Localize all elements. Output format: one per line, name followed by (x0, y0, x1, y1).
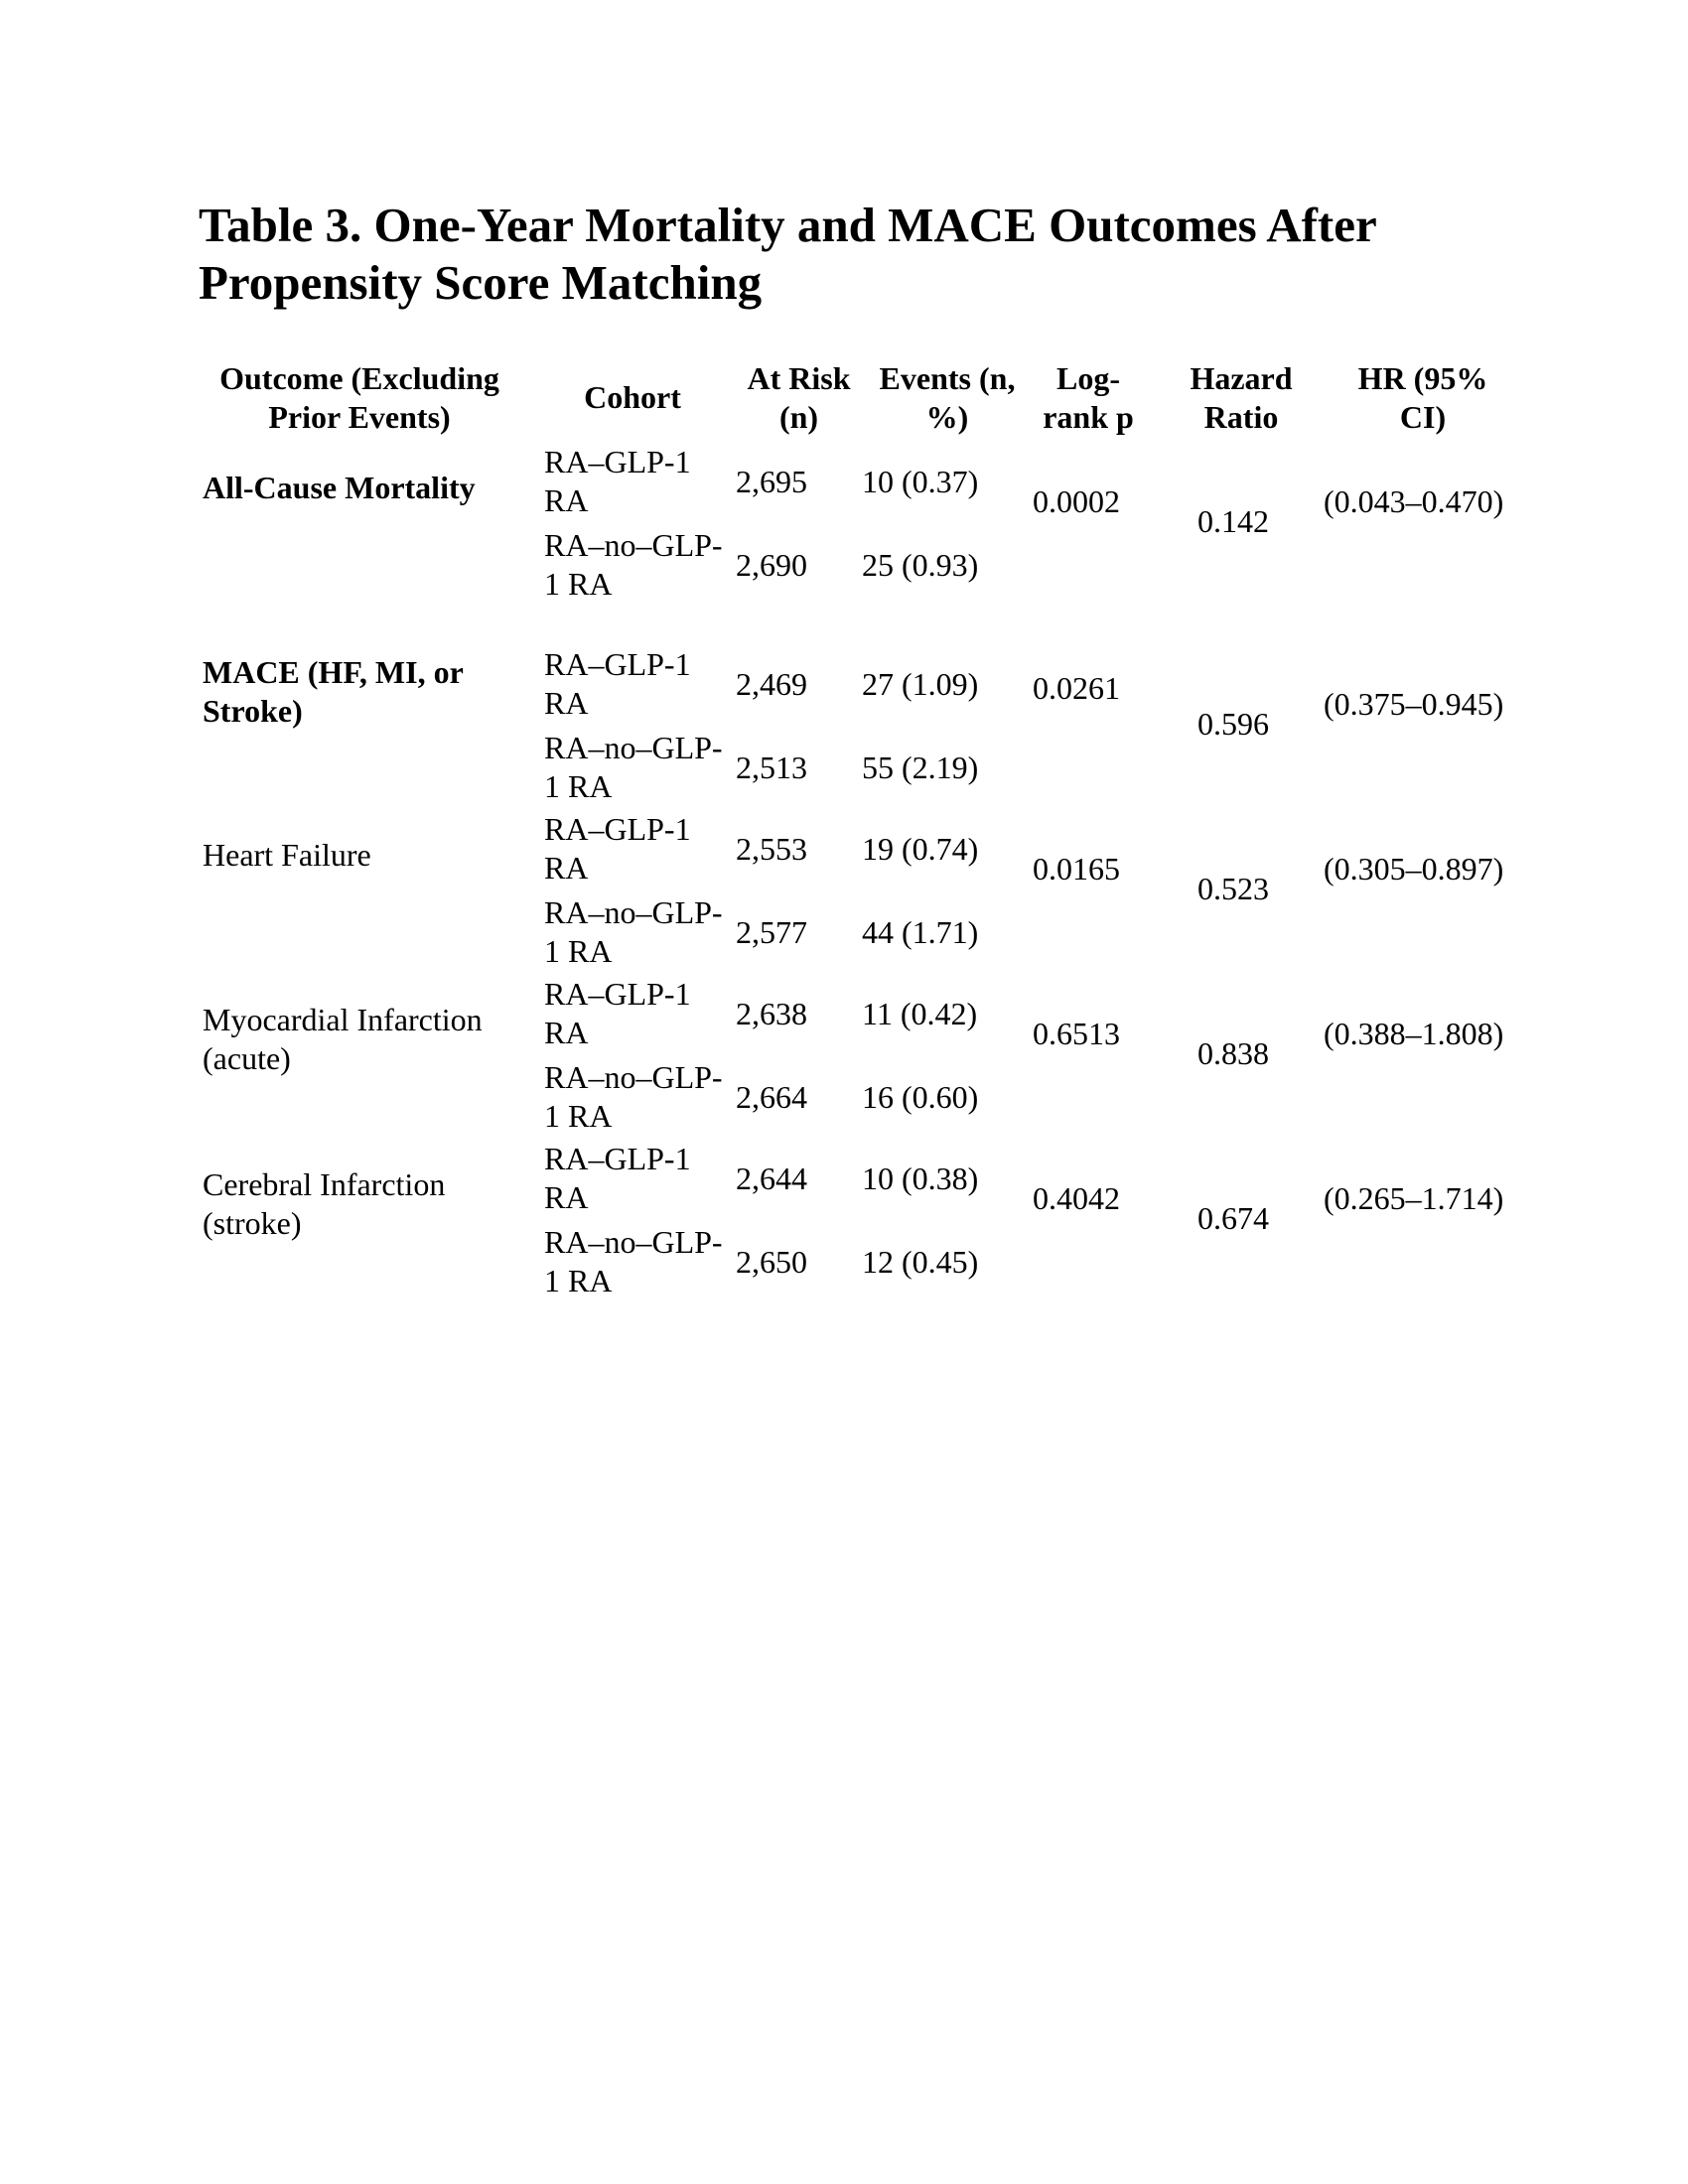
hr-ci-value: (0.375–0.945) (1324, 686, 1504, 722)
outcome-label: Myocardial Infarction (acute) (203, 1002, 483, 1076)
at-risk-value: 2,644 (736, 1160, 807, 1196)
hazard-ratio-value: 0.596 (1197, 706, 1269, 742)
logrank-p-value: 0.0002 (1033, 483, 1120, 519)
cohort-label: RA–no–GLP-1 RA (544, 527, 723, 602)
events-value: 16 (0.60) (862, 1079, 979, 1115)
header-hr-ci: HR (95% CI) (1357, 360, 1488, 435)
at-risk-value: 2,695 (736, 464, 807, 499)
events-value: 55 (2.19) (862, 750, 979, 785)
cohort-label: RA–GLP-1 RA (544, 1141, 691, 1215)
header-logrank: Log-rank p (1043, 360, 1134, 435)
cohort-label: RA–GLP-1 RA (544, 444, 691, 518)
hr-ci-value: (0.305–0.897) (1324, 851, 1504, 887)
at-risk-value: 2,650 (736, 1244, 807, 1280)
outcome-label: Cerebral Infarction (stroke) (203, 1166, 446, 1241)
cohort-label: RA–GLP-1 RA (544, 976, 691, 1050)
header-outcome: Outcome (Excluding Prior Events) (219, 360, 499, 435)
events-value: 27 (1.09) (862, 666, 979, 702)
header-hazard-ratio: Hazard Ratio (1190, 360, 1293, 435)
events-value: 10 (0.37) (862, 464, 979, 499)
cohort-label: RA–no–GLP-1 RA (544, 730, 723, 804)
outcome-label: Heart Failure (203, 837, 371, 873)
at-risk-value: 2,513 (736, 750, 807, 785)
events-value: 11 (0.42) (862, 996, 978, 1031)
logrank-p-value: 0.0261 (1033, 670, 1120, 706)
at-risk-value: 2,469 (736, 666, 807, 702)
hazard-ratio-value: 0.674 (1197, 1200, 1269, 1236)
events-value: 10 (0.38) (862, 1160, 979, 1196)
at-risk-value: 2,664 (736, 1079, 807, 1115)
hr-ci-value: (0.265–1.714) (1324, 1180, 1504, 1216)
header-at-risk: At Risk (n) (747, 360, 851, 435)
events-value: 44 (1.71) (862, 914, 979, 950)
cohort-label: RA–no–GLP-1 RA (544, 1059, 723, 1134)
cohort-label: RA–GLP-1 RA (544, 646, 691, 721)
header-events: Events (n, %) (879, 360, 1016, 435)
cohort-label: RA–no–GLP-1 RA (544, 1224, 723, 1298)
at-risk-value: 2,690 (736, 547, 807, 583)
events-value: 19 (0.74) (862, 831, 979, 867)
hazard-ratio-value: 0.838 (1197, 1035, 1269, 1071)
outcome-label: All-Cause Mortality (203, 470, 476, 505)
table-title: Table 3. One-Year Mortality and MACE Outcomes After Propensity Score Matching (199, 198, 1376, 310)
logrank-p-value: 0.6513 (1033, 1016, 1120, 1051)
cohort-label: RA–no–GLP-1 RA (544, 894, 723, 969)
outcome-label: MACE (HF, MI, or Stroke) (203, 654, 464, 729)
at-risk-value: 2,577 (736, 914, 807, 950)
hazard-ratio-value: 0.523 (1197, 871, 1269, 906)
events-value: 25 (0.93) (862, 547, 979, 583)
hr-ci-value: (0.043–0.470) (1324, 483, 1504, 519)
logrank-p-value: 0.4042 (1033, 1180, 1120, 1216)
at-risk-value: 2,553 (736, 831, 807, 867)
events-value: 12 (0.45) (862, 1244, 979, 1280)
hr-ci-value: (0.388–1.808) (1324, 1016, 1504, 1051)
header-cohort: Cohort (584, 379, 681, 415)
hazard-ratio-value: 0.142 (1197, 503, 1269, 539)
at-risk-value: 2,638 (736, 996, 807, 1031)
logrank-p-value: 0.0165 (1033, 851, 1120, 887)
cohort-label: RA–GLP-1 RA (544, 811, 691, 886)
